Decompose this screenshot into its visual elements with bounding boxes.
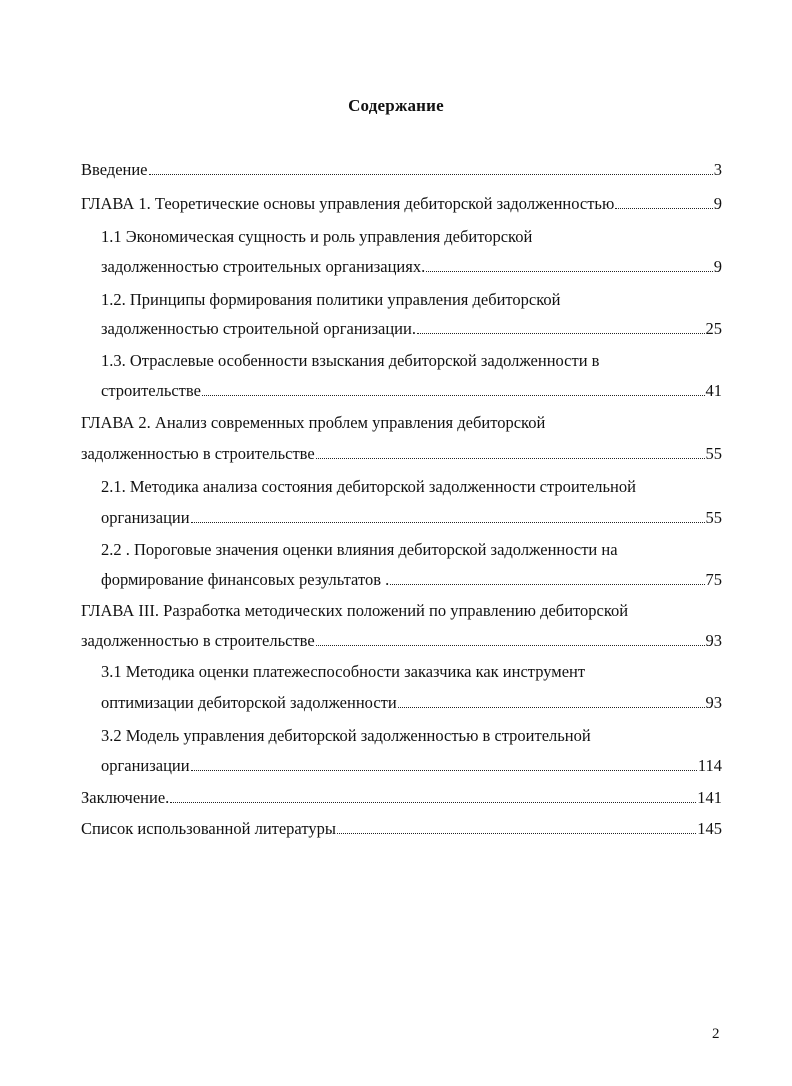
toc-entry-1-1-line2 [101, 256, 722, 278]
toc-entry-chapter-2-line1 [81, 412, 545, 434]
toc-entry-page: 141 [697, 788, 722, 807]
toc-entry-text: 1.3. Отраслевые особенности взыскания дебиторской задолженности в [101, 351, 600, 370]
toc-entry-text: 2.2 . Пороговые значения оценки влияния дебиторской задолженности на [101, 540, 618, 559]
page-number: 2 [712, 1026, 720, 1042]
toc-entry-text: ГЛАВА 2. Анализ современных проблем управления дебиторской [81, 413, 546, 432]
toc-leader-dots [191, 522, 705, 523]
toc-entry-3-1-line1 [101, 661, 585, 683]
toc-entry-2-2-line2 [101, 569, 722, 591]
page-title: Содержание [348, 96, 444, 115]
toc-leader-dots [398, 707, 705, 708]
toc-leader-dots [170, 802, 696, 803]
toc-entry-text: ГЛАВА 1. Теоретические основы управления дебиторской задолженностью [81, 194, 615, 213]
toc-entry-text: 3.1 Методика оценки платежеспособности заказчика как инструмент [101, 662, 586, 681]
toc-entry-1-2-line1 [101, 289, 561, 311]
toc-entry-1-3-line2 [101, 380, 722, 402]
toc-leader-dots [337, 833, 696, 834]
toc-entry-2-1-line1 [101, 476, 636, 498]
toc-leader-dots [316, 458, 705, 459]
toc-entry-text: организации [101, 508, 190, 527]
toc-entry-page: 9 [713, 194, 722, 213]
toc-entry-text: задолженностью в строительстве [81, 631, 315, 650]
toc-entry-page: 55 [705, 508, 722, 527]
toc-entry-chapter-3-line1 [81, 600, 628, 622]
toc-entry-page: 93 [705, 631, 722, 650]
toc-entry-chapter-1 [81, 193, 722, 215]
toc-leader-dots [191, 770, 697, 771]
toc-entry-2-2-line1 [101, 539, 618, 561]
toc-entry-3-2-line1 [101, 725, 591, 747]
toc-entry-text: оптимизации дебиторской задолженности [101, 693, 397, 712]
toc-entry-page: 41 [705, 381, 722, 400]
toc-entry-page: 25 [705, 319, 722, 338]
toc-entry-text: строительстве [101, 381, 201, 400]
toc-entry-text: Список использованной литературы [81, 819, 336, 838]
toc-leader-dots [202, 395, 705, 396]
toc-entry-text: задолженностью строительной организации. [101, 319, 416, 338]
toc-leader-dots [149, 174, 713, 175]
toc-entry-chapter-2-line2 [81, 443, 722, 465]
toc-entry-references [81, 818, 722, 840]
toc-entry-page: 93 [705, 693, 722, 712]
toc-entry-page: 75 [705, 570, 722, 589]
toc-entry-1-2-line2 [101, 318, 722, 340]
toc-entry-text: формирование финансовых результатов . [101, 570, 390, 589]
toc-entry-text: Введение [81, 160, 148, 179]
toc-entry-introduction [81, 159, 722, 181]
toc-entry-text: 1.1 Экономическая сущность и роль управления дебиторской [101, 227, 533, 246]
toc-entry-text: 2.1. Методика анализа состояния дебиторской задолженности строительной [101, 477, 636, 496]
toc-entry-text: 3.2 Модель управления дебиторской задолженностью в строительной [101, 726, 591, 745]
toc-entry-page: 55 [705, 444, 722, 463]
toc-entry-text: Заключение. [81, 788, 170, 807]
toc-entry-page: 145 [697, 819, 722, 838]
toc-leader-dots [316, 645, 705, 646]
toc-entry-2-1-line2 [101, 507, 722, 529]
toc-entry-text: 1.2. Принципы формирования политики управления дебиторской [101, 290, 561, 309]
toc-leader-dots [417, 333, 705, 334]
toc-entry-text: задолженностью строительных организациях. [101, 257, 426, 276]
toc-entry-page: 9 [713, 257, 722, 276]
toc-entry-3-1-line2 [101, 692, 722, 714]
toc-entry-text: задолженностью в строительстве [81, 444, 315, 463]
toc-entry-1-1-line1 [101, 226, 532, 248]
toc-entry-3-2-line2 [101, 755, 722, 777]
toc-leader-dots [615, 208, 712, 209]
toc-leader-dots [390, 584, 704, 585]
toc-entry-page: 3 [713, 160, 722, 179]
toc-entry-page: 114 [697, 756, 722, 775]
toc-leader-dots [426, 271, 713, 272]
toc-entry-conclusion [81, 787, 722, 809]
toc-entry-chapter-3-line2 [81, 630, 722, 652]
toc-entry-text: организации [101, 756, 190, 775]
toc-entry-text: ГЛАВА III. Разработка методических положений по управлению дебиторской [81, 601, 629, 620]
toc-entry-1-3-line1 [101, 350, 599, 372]
